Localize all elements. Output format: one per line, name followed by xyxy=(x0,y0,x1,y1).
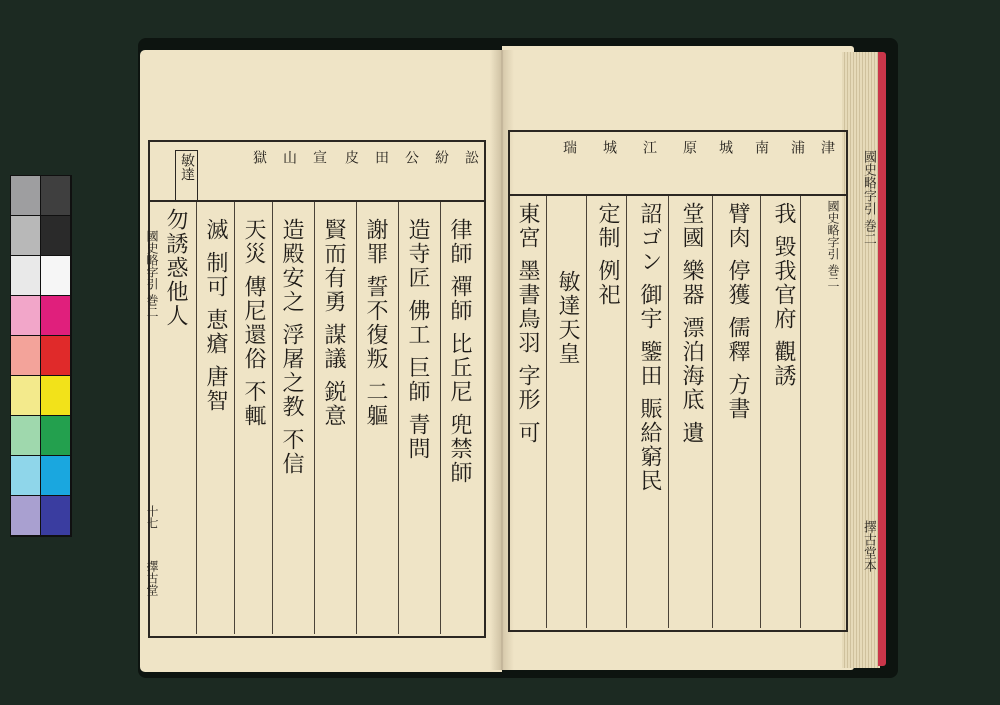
red-cover-edge xyxy=(878,52,886,666)
right-entry-column: 堂國 樂器 漂泊海底 遺 xyxy=(679,202,704,445)
right-header-cell: 原 xyxy=(681,140,697,154)
column-rule xyxy=(398,202,399,634)
left-page-number: 十七 xyxy=(145,505,159,529)
right-entry-column: 臂肉 停獲 儒釋 方書 xyxy=(725,202,750,421)
column-rule xyxy=(712,196,713,628)
calibration-patch xyxy=(11,416,40,455)
calibration-patch xyxy=(41,296,70,335)
left-entry-column: 律師 禪師 比丘尼 兜禁師 xyxy=(447,218,472,485)
right-header-cell: 浦 xyxy=(789,140,805,154)
calibration-patch xyxy=(11,496,40,535)
left-side-label: 敏達 xyxy=(175,150,198,202)
calibration-patch xyxy=(41,176,70,215)
column-rule xyxy=(760,196,761,628)
right-header-cell: 江 xyxy=(641,140,657,154)
left-header-cell: 紛 xyxy=(433,150,449,164)
left-header-cell: 宣 xyxy=(311,150,327,164)
column-rule xyxy=(586,196,587,628)
left-header-cell: 田 xyxy=(373,150,389,164)
column-rule xyxy=(668,196,669,628)
column-rule xyxy=(626,196,627,628)
calibration-patch xyxy=(11,216,40,255)
left-header-cell: 訟 xyxy=(463,150,479,164)
left-entry-column: 造殿安之 浮屠之教 不信 xyxy=(279,218,304,476)
column-rule xyxy=(356,202,357,634)
right-header-cell: 城 xyxy=(717,140,733,154)
calibration-patch xyxy=(41,336,70,375)
calibration-patch xyxy=(41,456,70,495)
left-header-cell: 公 xyxy=(403,150,419,164)
right-header-cell: 南 xyxy=(753,140,769,154)
right-entry-column: 東宮 墨書鳥羽 字形 可 xyxy=(515,202,540,445)
calibration-patch xyxy=(41,256,70,295)
left-margin-title: 國史略字引 巻二 xyxy=(145,230,159,318)
left-entry-column: 天災 傳尼還俗 不輒 xyxy=(241,218,266,428)
left-entry-column: 勿誘惑他人 xyxy=(163,208,188,328)
right-entry-column: 詔ゴン 御宇 鑒田 賑給窮民 xyxy=(637,202,662,493)
right-header-cell: 城 xyxy=(601,140,617,154)
left-margin-publisher: 擇古堂 xyxy=(145,560,159,596)
calibration-patch xyxy=(11,176,40,215)
color-calibration-strip xyxy=(10,175,72,537)
fore-edge-publisher: 擇古堂本 xyxy=(861,520,876,572)
calibration-patch xyxy=(11,376,40,415)
calibration-patch xyxy=(41,496,70,535)
left-header-rule xyxy=(148,200,486,202)
left-entry-column: 造寺匠 佛工 巨師 青問 xyxy=(405,218,430,461)
left-entry-column: 謝罪 誓不復叛 二軀 xyxy=(363,218,388,428)
calibration-patch xyxy=(41,376,70,415)
left-header-cell: 皮 xyxy=(343,150,359,164)
column-rule xyxy=(196,202,197,634)
fore-edge-title: 國史略字引 巻二 xyxy=(861,150,876,246)
column-rule xyxy=(272,202,273,634)
column-rule xyxy=(314,202,315,634)
calibration-patch xyxy=(41,216,70,255)
calibration-patch xyxy=(11,336,40,375)
calibration-patch xyxy=(11,456,40,495)
right-header-cell: 瑞 xyxy=(561,140,577,154)
calibration-patch xyxy=(11,256,40,295)
calibration-patch xyxy=(11,296,40,335)
right-header-rule xyxy=(508,194,848,196)
left-entry-column: 賢而有勇 謀議 鋭意 xyxy=(321,218,346,428)
right-header-cell: 津 xyxy=(819,140,835,154)
left-header-cell: 獄 xyxy=(251,150,267,164)
column-rule xyxy=(440,202,441,634)
left-page-frame xyxy=(148,140,486,638)
right-entry-column: 定制 例祀 xyxy=(595,202,620,307)
column-rule xyxy=(546,196,547,628)
column-rule xyxy=(234,202,235,634)
column-rule xyxy=(800,196,801,628)
right-entry-column: 敏達天皇 xyxy=(555,270,580,366)
calibration-patch xyxy=(41,416,70,455)
left-header-cell: 山 xyxy=(281,150,297,164)
right-entry-column: 我 毀我官府 觀誘 xyxy=(771,202,796,388)
right-column-title: 國史略字引 巻二 xyxy=(826,200,840,288)
left-entry-column: 滅 制可 恵瘡 唐智 xyxy=(203,218,228,413)
